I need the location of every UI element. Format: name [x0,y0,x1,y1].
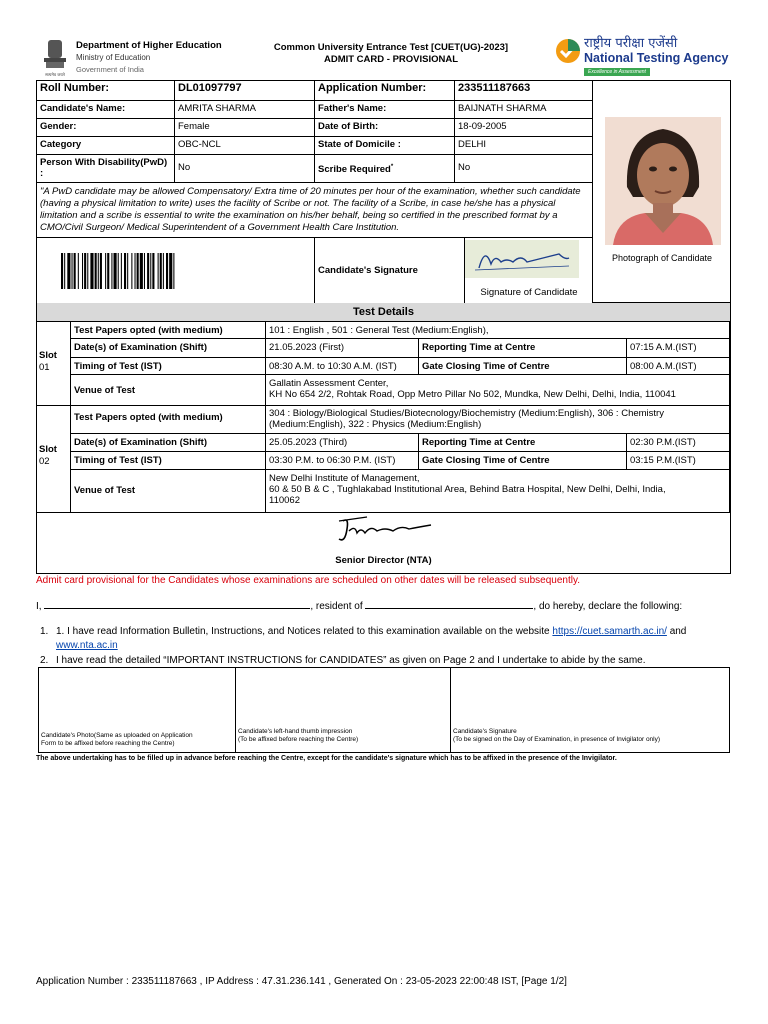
slot-2-timing-label: Timing of Test (IST) [71,452,266,470]
test-details-title: Test Details [37,303,730,322]
item-1-number: 1. [40,626,49,637]
slot-2-gate-value: 03:15 P.M.(IST) [627,452,730,470]
dob-label: Date of Birth: [315,119,455,137]
slot-1-number: 01 [39,362,50,373]
candidate-signature-label: Candidate's Signature [315,238,465,303]
pwd-value: No [175,155,315,183]
slot-2-timing-value: 03:30 P.M. to 06:30 P.M. (IST) [266,452,419,470]
category-label: Category [37,137,175,155]
svg-text:सत्यमेव जयते: सत्यमेव जयते [45,72,65,77]
slot-1-date-label: Date(s) of Examination (Shift) [71,339,266,358]
admit-card-frame [36,80,731,574]
slot-1-date-value: 21.05.2023 (First) [266,339,419,358]
candidate-name-label: Candidate's Name: [37,101,175,119]
pwd-label: Person With Disability(PwD) : [37,155,175,183]
dob-value: 18-09-2005 [455,119,593,137]
father-name-label: Father's Name: [315,101,455,119]
slot-1-label [37,322,71,406]
category-value: OBC-NCL [175,137,315,155]
header [36,34,732,80]
father-name-value: BAIJNATH SHARMA [455,101,593,119]
item-2-number: 2. [40,655,49,666]
ministry-name: Ministry of Education [76,53,151,62]
candidate-signature-image [465,240,579,278]
nta-website-link[interactable]: www.nta.ac.in [56,640,118,651]
application-number-value: 233511187663 [455,81,593,101]
director-title: Senior Director (NTA) [335,555,432,566]
gender-value: Female [175,119,315,137]
cuet-website-link[interactable]: https://cuet.samarth.ac.in/ [552,626,667,637]
nta-logo-icon [554,37,582,65]
application-number-label: Application Number: [315,81,455,101]
candidate-photo-image [605,117,721,245]
national-emblem-icon [40,36,70,78]
gender-label: Gender: [37,119,175,137]
provisional-notice: Admit card provisional for the Candidates whose examinations are scheduled on other dates will be released subsequently. [36,575,581,586]
signature-cell [465,238,593,303]
slot-2-venue-value [266,470,730,513]
name-blank [44,600,310,609]
scribe-label-text: Scribe Required [318,164,391,176]
department-name: Department of Higher Education [76,40,222,51]
photo-box-line-1: Candidate's Photo(Same as uploaded on Application [41,732,193,739]
photo-box-text [41,732,193,748]
slot-2-word: Slot [39,444,57,455]
slot-1-papers-label: Test Papers opted (with medium) [71,322,266,339]
government-block [76,40,222,76]
slot-1-gate-label: Gate Closing Time of Centre [419,358,627,375]
exam-title: Common University Entrance Test [CUET(UG)-2023] [273,42,509,53]
slot-1-venue-label: Venue of Test [71,375,266,406]
slot-1-venue-line-2: KH No 654 2/2, Rohtak Road, Opp Metro Pillar No 502, Mundka, New Delhi, Delhi, India, 110041 [269,389,676,400]
slot-2-venue-line-2: 60 & 50 B & C , Tughlakabad Institutional Area, Behind Batra Hospital, New Delhi, Delhi, India, [269,484,666,495]
slot-1-word: Slot [39,350,57,361]
candidate-photo [605,117,721,245]
thumb-box-line-2: (To be affixed before reaching the Centre) [238,736,359,743]
scribe-value: No [455,155,593,183]
signature-box-text [453,728,660,744]
slot-1-papers-value: 101 : English , 501 : General Test (Medium:English), [266,322,730,339]
signature-box-line-2: (To be signed on the Day of Examination, in presence of Invigilator only) [453,736,661,743]
roll-number-label: Roll Number: [37,81,175,101]
page-footer: Application Number : 233511187663 , IP Address : 47.31.236.141 , Generated On : 23-05-2023 22:00:48 IST, [Page 1/2] [36,976,567,987]
item-1-text: 1. I have read Information Bulletin, Instructions, and Notices related to this examination available on the website [56,626,550,637]
declaration-resident: , resident of [310,601,363,612]
candidate-name-value: AMRITA SHARMA [175,101,315,119]
slot-2-venue-label: Venue of Test [71,470,266,513]
photo-area [593,81,731,303]
declaration-list [40,625,730,668]
slot-2-label [37,406,71,513]
nta-tagline: Excellence in Assessment [584,68,650,76]
thumb-box-line-1: Candidate's left-hand thumb impression [238,728,353,735]
slot-2-reporting-value: 02:30 P.M.(IST) [627,434,730,452]
admit-card-subtitle: ADMIT CARD - PROVISIONAL [323,54,459,65]
slot-2-papers-label: Test Papers opted (with medium) [71,406,266,434]
domicile-value: DELHI [455,137,593,155]
domicile-label: State of Domicile : [315,137,455,155]
nta-brand [584,36,728,76]
slot-2-date-value: 25.05.2023 (Third) [266,434,419,452]
roll-number-value: DL01097797 [175,81,315,101]
signature-caption: Signature of Candidate [480,287,578,298]
undertaking-boxes [38,667,730,753]
declaration-line [36,600,682,612]
slot-2-date-label: Date(s) of Examination (Shift) [71,434,266,452]
slot-2-gate-label: Gate Closing Time of Centre [419,452,627,470]
slot-1-venue-value [266,375,730,406]
slot-2-number: 02 [39,456,50,467]
slot-1-gate-value: 08:00 A.M.(IST) [627,358,730,375]
declaration-item-1 [40,625,730,653]
nta-hindi-name: राष्ट्रीय परीक्षा एजेंसी [584,36,678,51]
slot-2-venue-line-3: 110062 [269,495,300,506]
document-title [241,42,541,66]
item-2-text: I have read the detailed “IMPORTANT INSTRUCTIONS for CANDIDATES” as given on Page 2 and I undertake to abide by the same. [56,655,646,666]
slot-1-venue-line-1: Gallatin Assessment Center, [269,378,389,389]
slot-2-venue-line-1: New Delhi Institute of Management, [269,473,420,484]
nta-english-name: National Testing Agency [584,51,729,65]
photo-caption: Photograph of Candidate [611,253,713,263]
thumb-box [236,668,451,752]
scribe-label [315,155,455,183]
slot-2-reporting-label: Reporting Time at Centre [419,434,627,452]
scribe-asterisk: * [390,164,394,170]
photo-box [39,668,236,752]
pwd-note: "A PwD candidate may be allowed Compensatory/ Extra time of 20 minutes per hour of the examination, whether such candidate (having a physical limitation to write) uses the facility of Scribe or not. The facility of a Scribe, in case he/she has a physical limitation and a scribe is essential to write the examination on his/her behalf, being so certified in the prescribed format by a CMO/Civil Surgeon/ Medical Superintendent of a Government Health Care Institution. [37,183,593,238]
slot-2-papers-value: 304 : Biology/Biological Studies/Biotecnology/Biochemistry (Medium:English), 306 : Chemistry (Medium:English), 322 : Physics (Medium:English) [266,406,730,434]
item-1-and: and [669,626,687,637]
slot-1-timing-label: Timing of Test (IST) [71,358,266,375]
residence-blank [365,600,533,609]
thumb-box-text [238,728,358,744]
barcode-cell [37,238,315,303]
signature-box-line-1: Candidate's Signature [453,728,517,735]
director-area [37,513,730,573]
signature-box [451,668,729,752]
slot-1-timing-value: 08:30 A.M. to 10:30 A.M. (IST) [266,358,419,375]
undertaking-note: The above undertaking has to be filled up in advance before reaching the Centre, except for the candidate's signature which has to be affixed in the presence of the Invigilator. [36,755,617,762]
director-signature-image [335,515,445,547]
barcode-icon [61,253,271,289]
photo-box-line-2: Form to be affixed before reaching the Centre) [41,740,175,747]
declaration-item-2 [40,654,730,668]
declaration-suffix: , do hereby, declare the following: [533,601,683,612]
government-name: Government of India [76,65,144,74]
slot-1-reporting-label: Reporting Time at Centre [419,339,627,358]
slot-1-reporting-value: 07:15 A.M.(IST) [627,339,730,358]
declaration-prefix: I, [36,601,42,612]
